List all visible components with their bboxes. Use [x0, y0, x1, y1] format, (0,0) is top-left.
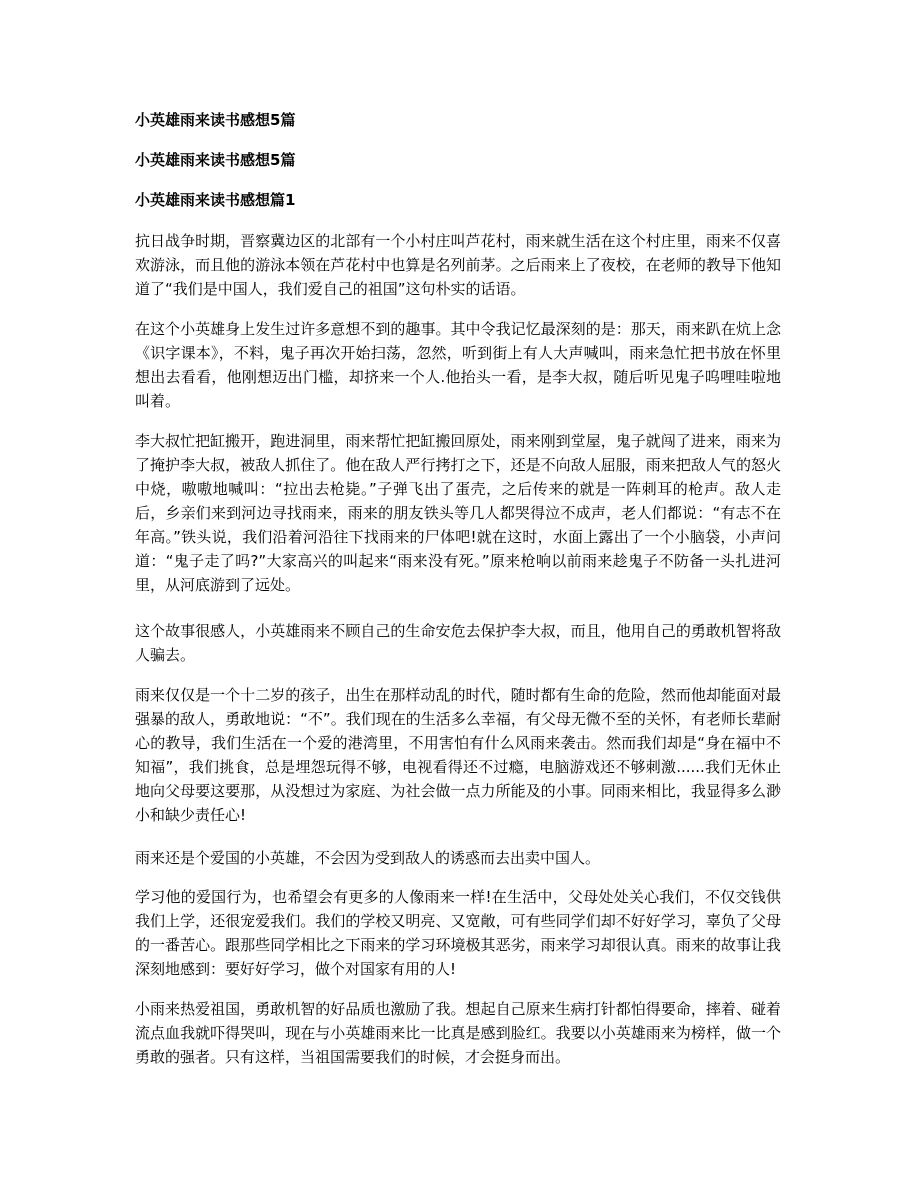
document-title: 小英雄雨来读书感想5篇	[135, 111, 296, 129]
paragraph-4: 这个故事很感人，小英雄雨来不顾自己的生命安危去保护李大叔，而且，他用自己的勇敢机智将敌人骗去。	[135, 622, 781, 664]
essay-heading: 小英雄雨来读书感想篇1	[135, 191, 296, 209]
paragraph-6: 雨来还是个爱国的小英雄，不会因为受到敌人的诱惑而去出卖中国人。	[135, 849, 601, 867]
paragraph-7: 学习他的爱国行为，也希望会有更多的人像雨来一样!在生活中，父母处处关心我们，不仅交钱供我们上学，还很宠爱我们。我们的学校又明亮、又宽敞，可有些同学们却不好好学习，辜负了父母的一番苦心。跟那些同学相比之下雨来的学习环境极其恶劣，雨来学习却很认真。雨来的故事让我深刻地感到：要好好学习，做个对国家有用的人!	[135, 888, 781, 978]
paragraph-1: 抗日战争时期，晋察冀边区的北部有一个小村庄叫芦花村，雨来就生活在这个村庄里，雨来不仅喜欢游泳，而且他的游泳本领在芦花村中也算是名列前茅。之后雨来上了夜校，在老师的教导下他知道了“我们是中国人，我们爱自己的祖国”这句朴实的话语。	[135, 232, 781, 298]
paragraph-5: 雨来仅仅是一个十二岁的孩子，出生在那样动乱的时代，随时都有生命的危险，然而他却能面对最强暴的敌人，勇敢地说：“不”。我们现在的生活多么幸福，有父母无微不至的关怀，有老师长辈耐心的教导，我们生活在一个爱的港湾里，不用害怕有什么风雨来袭击。然而我们却是“身在福中不知福”，我们挑食，总是埋怨玩得不够，电视看得还不过瘾，电脑游戏还不够刺激......我们无休止地向父母要这要那，从没想过为家庭、为社会做一点力所能及的小事。同雨来相比，我显得多么渺小和缺少责任心!	[135, 686, 781, 824]
paragraph-3: 李大叔忙把缸搬开，跑进洞里，雨来帮忙把缸搬回原处，雨来刚到堂屋，鬼子就闯了进来，雨来为了掩护李大叔，被敌人抓住了。他在敌人严行拷打之下，还是不向敌人屈服，雨来把敌人气的怒火中烧，嗷嗷地喊叫：“拉出去枪毙。”子弹飞出了蛋壳，之后传来的就是一阵刺耳的枪声。敌人走后，乡亲们来到河边寻找雨来，雨来的朋友铁头等几人都哭得泣不成声，老人们都说：“有志不在年高。”铁头说，我们沿着河沿往下找雨来的尸体吧!就在这时，水面上露出了一个小脑袋，小声问道：“鬼子走了吗?”大家高兴的叫起来“雨来没有死。”原来枪响以前雨来趁鬼子不防备一头扎进河里，从河底游到了远处。	[135, 432, 781, 594]
paragraph-2: 在这个小英雄身上发生过许多意想不到的趣事。其中令我记忆最深刻的是：那天，雨来趴在炕上念《识字课本》，不料，鬼子再次开始扫荡，忽然，听到街上有人大声喊叫，雨来急忙把书放在怀里想出去看看，他刚想迈出门槛，却挤来一个人.他抬头一看，是李大叔，随后听见鬼子呜哩哇啦地叫着。	[135, 320, 781, 410]
document-subtitle: 小英雄雨来读书感想5篇	[135, 151, 296, 169]
paragraph-8: 小雨来热爱祖国，勇敢机智的好品质也激励了我。想起自己原来生病打针都怕得要命，摔着、碰着流点血我就吓得哭叫，现在与小英雄雨来比一比真是感到脸红。我要以小英雄雨来为榜样，做一个勇敢的强者。只有这样，当祖国需要我们的时候，才会挺身而出。	[135, 1000, 781, 1066]
